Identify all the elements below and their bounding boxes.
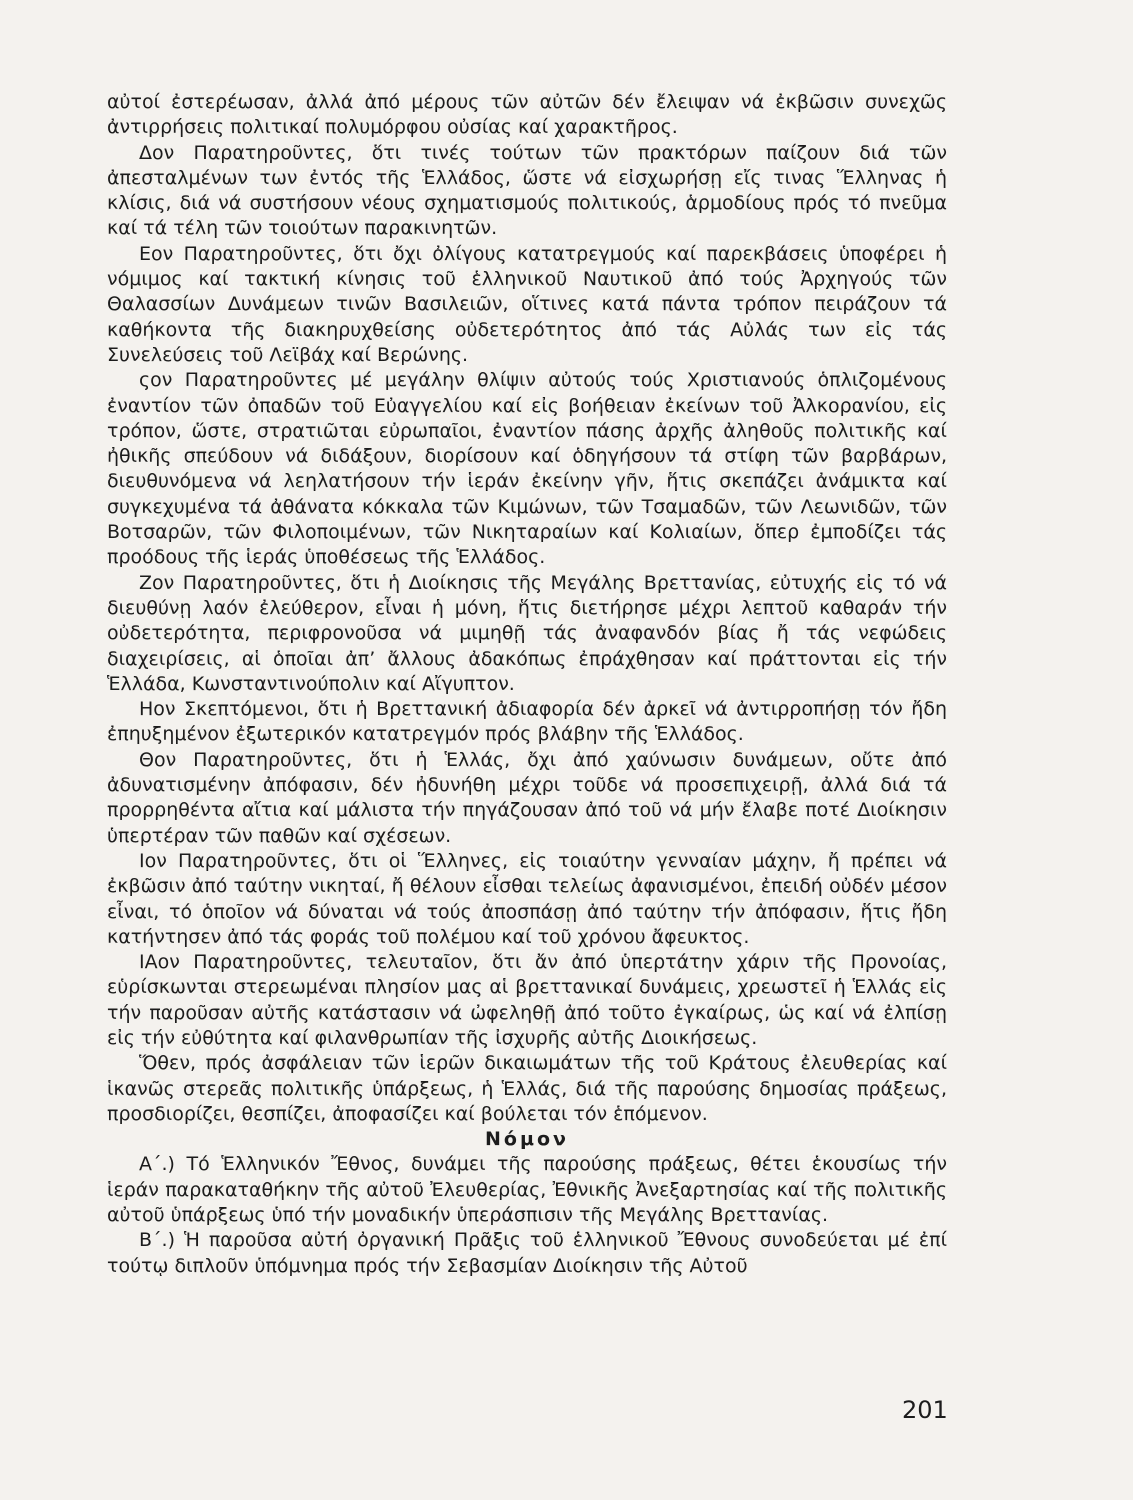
- article-a: Α΄.) Τό Ἑλληνικόν Ἔθνος, δυνάμει τῆς παρούσης πράξεως, θέτει ἑκουσίως τήν ἱεράν παρακαταθήκην τῆς αὐτοῦ Ἐλευθερίας, Ἐθνικῆς Ἀνεξαρτησίας καί τῆς πολιτικῆς αὐτοῦ ὑπάρξεως ὑπό τήν μοναδικήν ὑπεράσπισιν τῆς Μεγάλης Βρεττανίας.: [107, 1153, 947, 1227]
- paragraph-6: ςον Παρατηροῦντες μέ μεγάλην θλίψιν αὐτούς τούς Χριστιανούς ὁπλιζομένους ἐναντίον τῶν ὀπαδῶν τοῦ Εὐαγγελίου καί εἰς βοήθειαν ἐκείνων τοῦ Ἀλκορανίου, εἰς τρόπον, ὥστε, στρατιῶται εὐρωπαῖοι, ἐναντίον πάσης ἀρχῆς ἀληθοῦς πολιτικῆς καί ἠθικῆς σπεύδουν νά διδάξουν, διορίσουν καί ὁδηγήσουν τά στίφη τῶν βαρβάρων, διευθυνόμενα νά λεηλατήσουν τήν ἱεράν ἐκείνην γῆν, ἥτις σκεπάζει ἀνάμικτα καί συγκεχυμένα τά ἀθάνατα κόκκαλα τῶν Κιμώνων, τῶν Τσαμαδῶν, τῶν Λεωνιδῶν, τῶν Βοτσαρῶν, τῶν Φιλοποιμένων, τῶν Νικηταραίων καί Κολιαίων, ὅπερ ἐμποδίζει τάς προόδους τῆς ἱεράς ὑποθέσεως τῆς Ἑλλάδος.: [107, 369, 947, 569]
- document-page: [107, 90, 947, 1279]
- section-heading: Νόμον: [485, 1128, 569, 1151]
- paragraph-5: Εον Παρατηροῦντες, ὅτι ὄχι ὀλίγους κατατρεγμούς καί παρεκβάσεις ὑποφέρει ἡ νόμιμος καί τακτική κίνησις τοῦ ἑλληνικοῦ Ναυτικοῦ ἀπό τούς Ἀρχηγούς τῶν Θαλασσίων Δυνάμεων τινῶν Βασιλειῶν, οἵτινες κατά πάντα τρόπον πειράζουν τά καθήκοντα τῆς διακηρυχθείσης οὐδετερότητος ἀπό τάς Αὐλάς των εἰς τάς Συνελεύσεις τοῦ Λεϊβάχ καί Βερώνης.: [107, 242, 947, 366]
- paragraph-continuation: αὐτοί ἐστερέωσαν, ἀλλά ἀπό μέρους τῶν αὐτῶν δέν ἔλειψαν νά ἐκβῶσιν συνεχῶς ἀντιρρήσεις πολιτικαί πολυμόρφου οὐσίας καί χαρακτῆρος.: [107, 91, 947, 139]
- paragraph-8: Ηον Σκεπτόμενοι, ὅτι ἡ Βρεττανική ἀδιαφορία δέν ἀρκεῖ νά ἀντιρροπήσῃ τόν ἤδη ἐπηυξημένον ἐξωτερικόν κατατρεγμόν πρός βλάβην τῆς Ἑλλάδος.: [107, 698, 947, 746]
- article-b: Β΄.) Ἡ παροῦσα αὐτή ὀργανική Πρᾶξις τοῦ ἑλληνικοῦ Ἔθνους συνοδεύεται μέ ἐπί τούτῳ διπλοῦν ὑπόμνημα πρός τήν Σεβασμίαν Διοίκησιν τῆς Αὐτοῦ: [107, 1229, 947, 1277]
- paragraph-4: Δον Παρατηροῦντες, ὅτι τινές τούτων τῶν πρακτόρων παίζουν διά τῶν ἀπεσταλμένων των ἐντός τῆς Ἑλλάδος, ὥστε νά εἰσχωρήσῃ εἴς τινας Ἕλληνας ἡ κλίσις, διά νά συστήσουν νέους σχηματισμούς πολιτικούς, ἁρμοδίους πρός τό πνεῦμα καί τά τέλη τῶν τοιούτων παρακινητῶν.: [107, 141, 947, 240]
- paragraph-9: Θον Παρατηροῦντες, ὅτι ἡ Ἑλλάς, ὄχι ἀπό χαύνωσιν δυνάμεων, οὔτε ἀπό ἀδυνατισμένην ἀπόφασιν, δέν ἠδυνήθη μέχρι τοῦδε νά προσεπιχειρῇ, ἀλλά διά τά προρρηθέντα αἴτια καί μάλιστα τήν πηγάζουσαν ἀπό τοῦ νά μήν ἔλαβε ποτέ Διοίκησιν ὑπερτέραν τῶν παθῶν καί σχέσεων.: [107, 748, 947, 847]
- paragraph-7: Ζον Παρατηροῦντες, ὅτι ἡ Διοίκησις τῆς Μεγάλης Βρεττανίας, εὐτυχής εἰς τό νά διευθύνῃ λαόν ἐλεύθερον, εἶναι ἡ μόνη, ἥτις διετήρησε μέχρι λεπτοῦ καθαράν τήν οὐδετερότητα, περιφρονοῦσα νά μιμηθῇ τάς ἀναφανδόν βίας ἤ τάς νεφώδεις διαχειρίσεις, αἱ ὁποῖαι ἀπ’ ἄλλους ἀδακόπως ἐπράχθησαν καί πράττονται εἰς τήν Ἑλλάδα, Κωνσταντινούπολιν καί Αἴγυπτον.: [107, 571, 947, 695]
- paragraph-conclusion: Ὅθεν, πρός ἀσφάλειαν τῶν ἱερῶν δικαιωμάτων τῆς τοῦ Κράτους ἐλευθερίας καί ἱκανῶς στερεᾶς πολιτικῆς ὑπάρξεως, ἡ Ἑλλάς, διά τῆς παρούσης δημοσίας πράξεως, προσδιορίζει, θεσπίζει, ἀποφασίζει καί βούλεται τόν ἑπόμενον.: [107, 1052, 947, 1125]
- paragraph-10: Ιον Παρατηροῦντες, ὅτι οἱ Ἕλληνες, εἰς τοιαύτην γενναίαν μάχην, ἤ πρέπει νά ἐκβῶσιν ἀπό ταύτην νικηταί, ἤ θέλουν εἶσθαι τελείως ἀφανισμένοι, ἐπειδή οὐδέν μέσον εἶναι, τό ὁποῖον νά δύναται νά τούς ἀποσπάσῃ ἀπό ταύτην τήν ἀπόφασιν, ἥτις ἤδη κατήντησεν ἀπό τάς φοράς τοῦ πολέμου καί τοῦ χρόνου ἄφευκτος.: [107, 849, 947, 948]
- page-number: 201: [902, 1396, 948, 1424]
- paragraph-11: ΙΑον Παρατηροῦντες, τελευταῖον, ὅτι ἄν ἀπό ὑπερτάτην χάριν τῆς Προνοίας, εὑρίσκωνται στερεωμέναι πλησίον μας αἱ βρεττανικαί δυνάμεις, χρεωστεῖ ἡ Ἑλλάς εἰς τήν παροῦσαν αὐτῆς κατάστασιν νά ὠφεληθῇ ἀπό τοῦτο ἐγκαίρως, ὡς καί νά ἐλπίσῃ εἰς τήν εὐθύτητα καί φιλανθρωπίαν τῆς ἰσχυρῆς αὐτῆς Διοικήσεως.: [107, 951, 947, 1049]
